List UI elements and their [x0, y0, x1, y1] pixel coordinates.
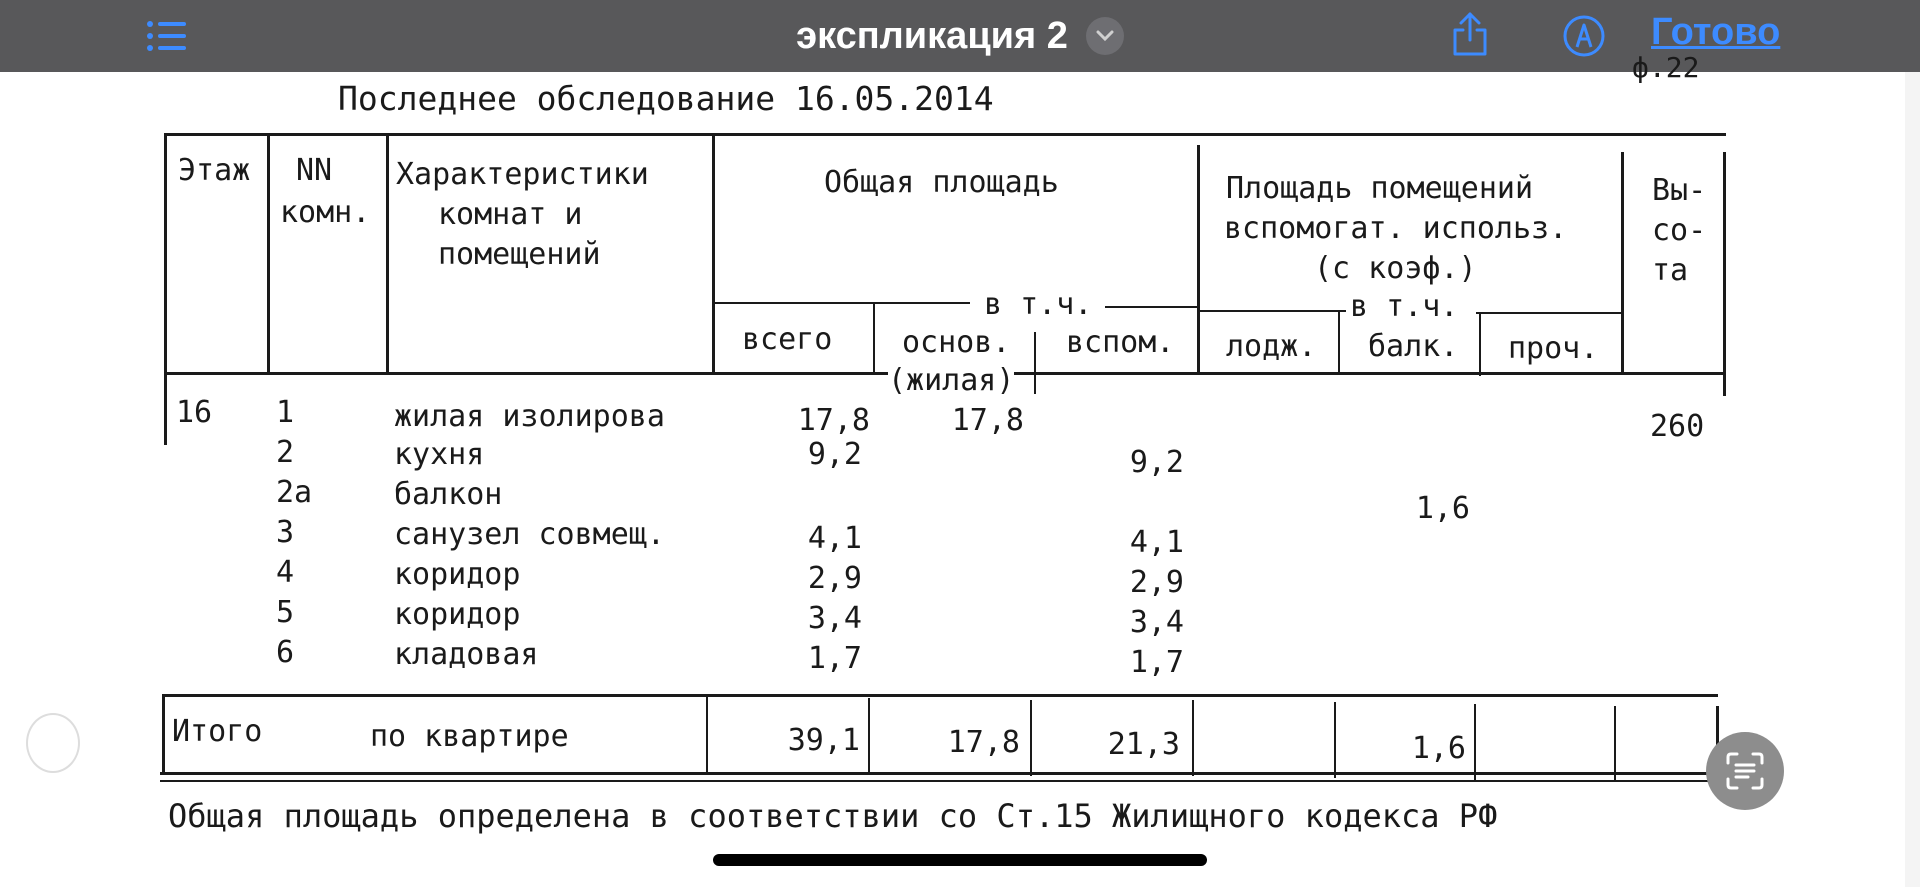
table-row-total: 9,2 — [807, 437, 862, 472]
table-row-no: 5 — [276, 595, 295, 630]
header-incl-2: в т.ч. — [1346, 292, 1462, 322]
header-all: всего — [742, 322, 833, 357]
table-row-main: 17,8 — [951, 403, 1024, 438]
share-icon[interactable] — [1450, 10, 1490, 58]
table-row-total: 17,8 — [797, 403, 870, 438]
table-row-aux: 2,9 — [1129, 565, 1184, 600]
table-row-total: 2,9 — [807, 561, 862, 596]
col-divider — [1479, 314, 1481, 376]
table-row-aux: 4,1 — [1129, 525, 1184, 560]
document-title[interactable]: экспликация 2 — [796, 14, 1068, 57]
col-divider — [1034, 332, 1036, 394]
totals-double-border — [160, 780, 1720, 782]
survey-date-line: Последнее обследование 16.05.2014 — [338, 79, 994, 118]
table-row-no: 2а — [276, 475, 313, 510]
header-room-no: NN — [296, 153, 333, 188]
totals-divider — [1334, 702, 1336, 778]
totals-balcony: 1,6 — [1411, 731, 1466, 766]
subheader-line — [1198, 310, 1348, 312]
table-row-name: балкон — [394, 477, 503, 512]
col-divider — [1338, 312, 1340, 374]
table-row-name: кухня — [394, 437, 485, 472]
scanned-document — [0, 51, 1920, 887]
totals-divider — [1614, 706, 1616, 782]
col-divider — [267, 133, 270, 373]
totals-divider — [868, 698, 870, 774]
table-left-border — [164, 133, 167, 445]
chevron-down-icon[interactable] — [1086, 17, 1124, 55]
totals-divider — [1192, 700, 1194, 776]
col-divider — [1621, 152, 1624, 373]
markup-icon[interactable] — [1562, 14, 1606, 58]
table-row-aux: 3,4 — [1129, 605, 1184, 640]
header-aux-area-2: вспомогат. использ. — [1224, 211, 1568, 246]
list-icon[interactable] — [146, 16, 188, 56]
table-top-border — [166, 133, 1726, 136]
totals-label-2: по квартире — [370, 719, 569, 754]
header-floor: Этаж — [178, 153, 251, 188]
header-other: проч. — [1508, 331, 1599, 366]
header-main-living: (жилая) — [888, 363, 1015, 398]
table-row-no: 6 — [276, 635, 295, 670]
totals-label: Итого — [172, 714, 263, 749]
table-row-name: коридор — [394, 597, 521, 632]
totals-left-border — [162, 694, 165, 774]
col-divider — [712, 133, 715, 373]
done-button[interactable]: Готово — [1651, 11, 1781, 53]
height-value: 260 — [1650, 409, 1705, 444]
totals-divider — [1474, 704, 1476, 780]
table-row-name: коридор — [394, 557, 521, 592]
table-row-name: жилая изолирова — [394, 399, 665, 434]
header-loggia: лодж. — [1226, 329, 1317, 364]
header-height-3: та — [1652, 253, 1689, 288]
header-aux: вспом. — [1066, 325, 1175, 360]
totals-aux: 21,3 — [1107, 727, 1180, 762]
footnote: Общая площадь определена в соответствии со Ст.15 Жилищного кодекса РФ — [168, 797, 1498, 835]
floor-value: 16 — [176, 395, 213, 430]
home-indicator — [713, 854, 1207, 866]
subheader-line — [713, 302, 970, 304]
table-row-no: 4 — [276, 555, 295, 590]
header-height-1: Вы- — [1652, 173, 1707, 208]
header-total-area: Общая площадь — [824, 165, 1059, 200]
totals-bottom-border — [160, 772, 1720, 775]
subheader-line — [1476, 312, 1623, 314]
table-row-aux: 1,7 — [1129, 645, 1184, 680]
page-edge — [1905, 72, 1920, 887]
header-aux-area-1: Площадь помещений — [1226, 171, 1534, 206]
col-divider — [1197, 145, 1200, 373]
header-aux-area-3: (с коэф.) — [1314, 251, 1477, 286]
sidebar-handle[interactable] — [26, 713, 80, 773]
subheader-line — [1105, 306, 1200, 308]
table-row-aux: 9,2 — [1129, 445, 1184, 480]
table-row-no: 1 — [276, 395, 295, 430]
table-row-balcony: 1,6 — [1415, 491, 1470, 526]
table-row-no: 2 — [276, 435, 295, 470]
header-char-3: помещений — [438, 237, 601, 272]
totals-divider — [1030, 700, 1032, 776]
table-row-total: 4,1 — [807, 521, 862, 556]
table-row-name: санузел совмещ. — [394, 517, 665, 552]
totals-divider — [706, 696, 708, 774]
totals-total: 39,1 — [787, 723, 860, 758]
totals-top-border — [162, 694, 1718, 697]
col-divider — [386, 133, 389, 373]
header-char-2: комнат и — [438, 197, 583, 232]
header-room-no-2: комн. — [280, 195, 371, 230]
header-incl: в т.ч. — [978, 290, 1098, 320]
table-right-border — [1723, 152, 1726, 396]
live-text-scan-icon[interactable] — [1706, 732, 1784, 810]
header-char-1: Характеристики — [396, 157, 649, 192]
table-row-no: 3 — [276, 515, 295, 550]
col-divider — [873, 304, 875, 374]
header-main: основ. — [902, 325, 1011, 360]
table-row-total: 1,7 — [807, 641, 862, 676]
form-number: ф.22 — [1632, 51, 1700, 84]
table-row-name: кладовая — [394, 637, 539, 672]
totals-main: 17,8 — [947, 725, 1020, 760]
header-height-2: со- — [1652, 213, 1707, 248]
table-row-total: 3,4 — [807, 601, 862, 636]
header-balcony: балк. — [1368, 329, 1459, 364]
